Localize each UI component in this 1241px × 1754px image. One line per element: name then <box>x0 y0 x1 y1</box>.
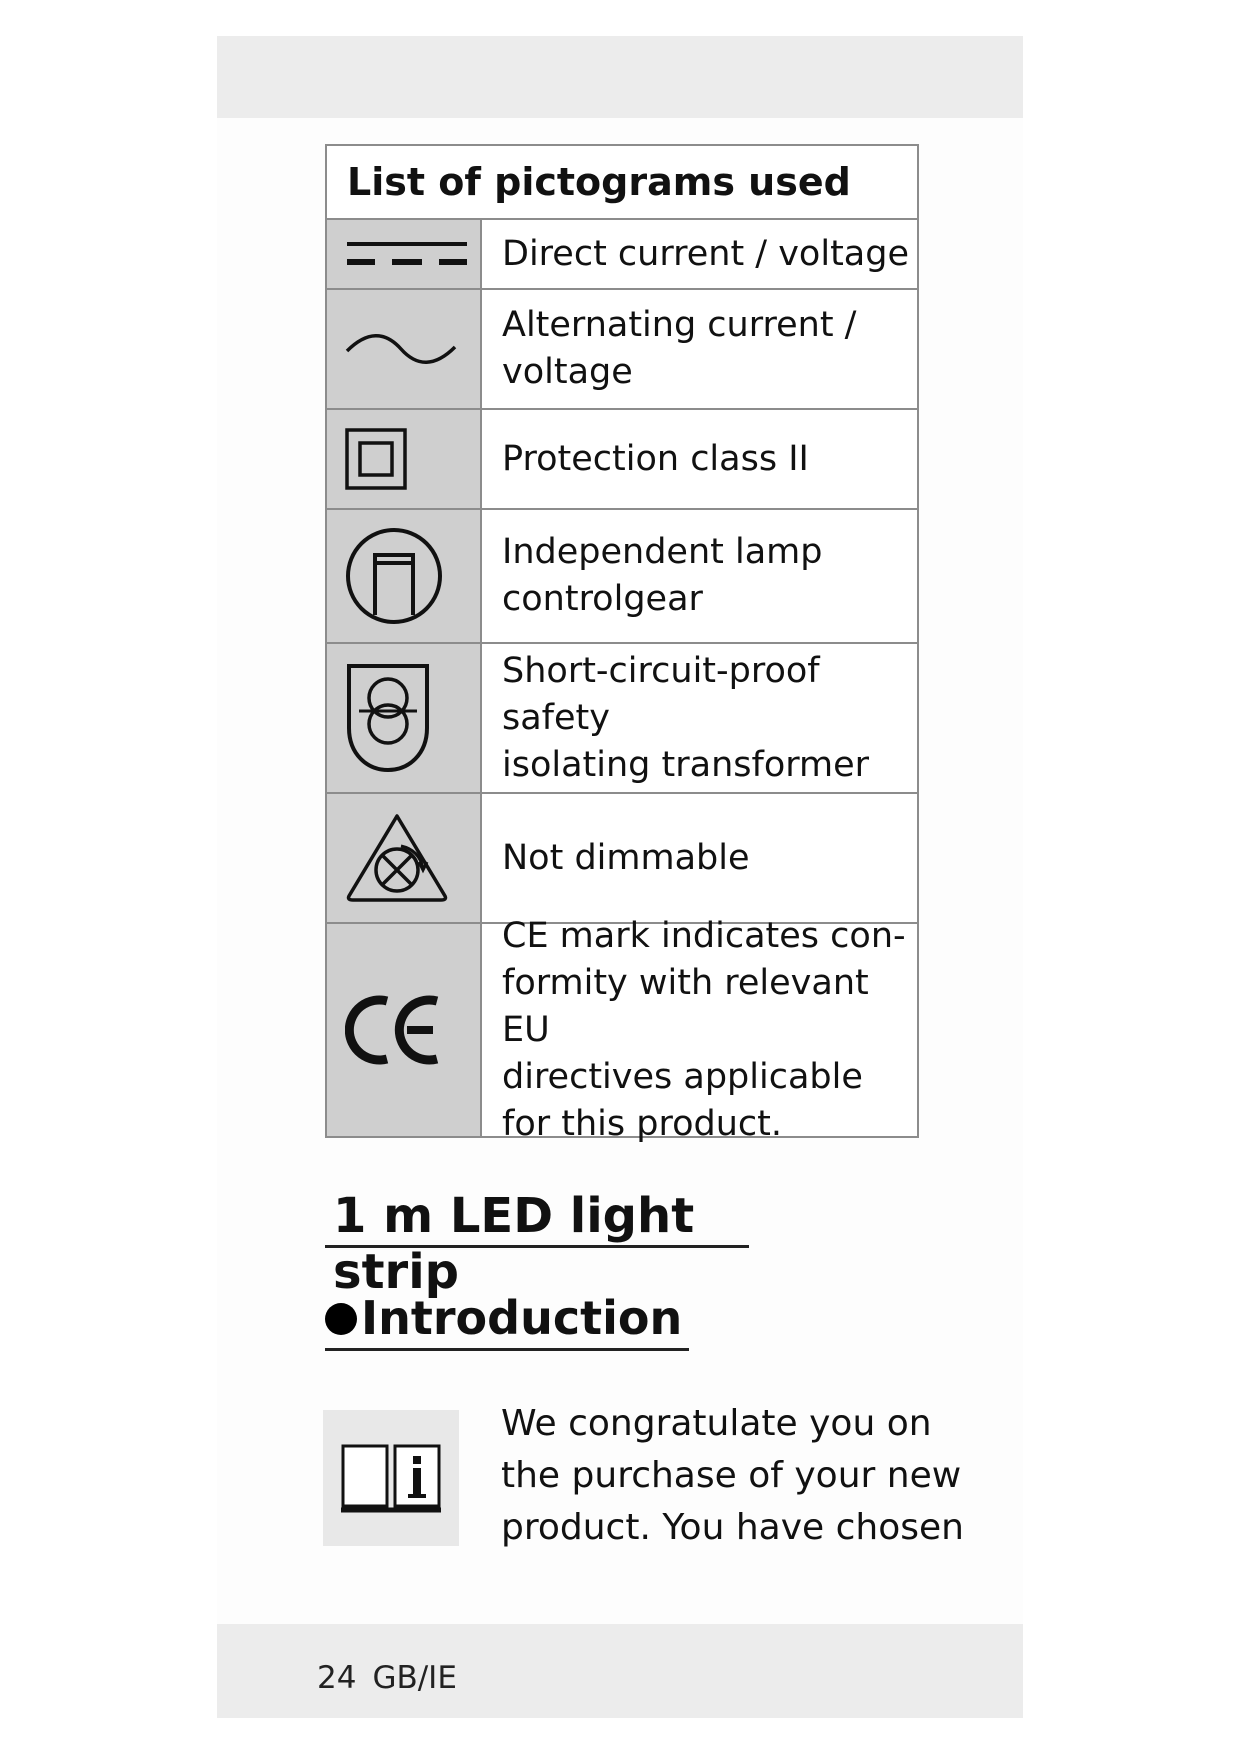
page-footer <box>317 1660 457 1696</box>
section-heading <box>325 1291 689 1351</box>
pictogram-row <box>327 410 917 510</box>
pictogram-row <box>327 290 917 410</box>
pictogram-description: Alternating current / voltage <box>502 305 857 392</box>
not-dimmable-icon <box>327 794 482 922</box>
protection-class-ii-icon <box>327 410 482 508</box>
pictogram-table <box>325 144 919 1144</box>
pictogram-description: Protection class II <box>502 438 809 479</box>
bullet-icon <box>325 1303 357 1335</box>
intro-paragraph <box>501 1398 1021 1554</box>
pictogram-table-title: List of pictograms used <box>327 146 917 220</box>
page-number: 24 <box>317 1660 357 1696</box>
pictogram-description: Not dimmable <box>502 837 750 878</box>
footer-band <box>217 1624 1023 1718</box>
alternating-current-icon <box>327 290 482 408</box>
pictogram-row <box>327 644 917 794</box>
pictogram-row <box>327 220 917 290</box>
pictogram-row <box>327 915 917 1144</box>
pictogram-description: Direct current / voltage <box>502 233 909 274</box>
header-band <box>217 36 1023 118</box>
ce-mark-icon <box>327 924 482 1136</box>
manual-page <box>217 36 1023 1718</box>
independent-lamp-controlgear-icon <box>327 510 482 642</box>
product-heading: 1 m LED light strip <box>325 1188 749 1248</box>
pictogram-description: Independent lamp controlgear <box>502 532 823 619</box>
pictogram-row <box>327 794 917 924</box>
pictogram-description: CE mark indicates con- formity with relevant EU directives applicable for this product. <box>502 915 906 1144</box>
region-code: GB/IE <box>372 1660 457 1696</box>
direct-current-icon <box>327 220 482 288</box>
intro-text: We congratulate you on the purchase of your new product. You have chosen <box>501 1403 964 1548</box>
pictogram-description: Short-circuit-proof safety isolating transformer <box>502 650 870 785</box>
pictogram-row <box>327 510 917 644</box>
section-heading-text: Introduction <box>361 1291 683 1345</box>
safety-isolating-transformer-icon <box>327 644 482 792</box>
read-manual-info-icon <box>323 1410 459 1546</box>
